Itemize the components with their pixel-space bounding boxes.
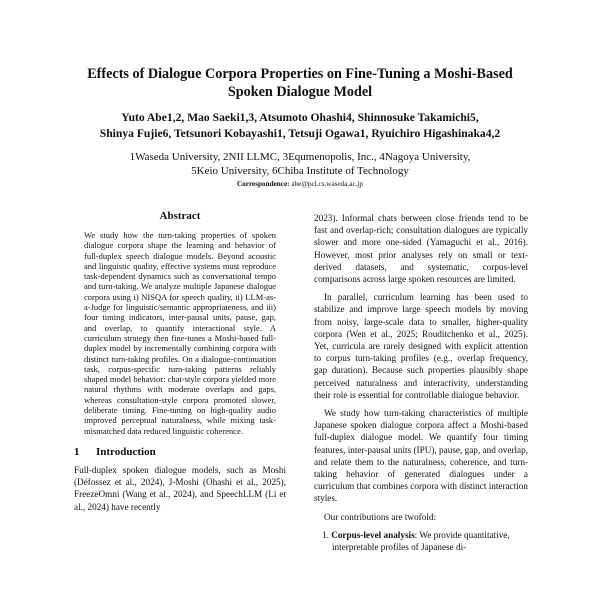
- contribution-item-1-title: Corpus-level analysis: [331, 529, 415, 540]
- right-column: [314, 212, 528, 553]
- title-line-2: Spoken Dialogue Model: [227, 84, 373, 100]
- paragraph-1: 2023). Informal chats between close friends tend to be fast and overlap-rich; consultation dialogues are typically slower and more one-sided (Yamaguchi et al., 2016). However, most prior analyses rely on small or text-derived datasets, and systematic, corpus-level comparisons across large spoken resources are limited.: [314, 213, 528, 285]
- correspondence-label: Correspondence:: [236, 180, 290, 188]
- affiliations-line-1: 1Waseda University, 2NII LLMC, 3Equmenopolis, Inc., 4Nagoya University,: [129, 151, 471, 163]
- authors-line-2: Shinya Fujie6, Tetsunori Kobayashi1, Tetsuji Ogawa1, Ryuichiro Higashinaka4,2: [99, 127, 501, 140]
- section-number: 1: [74, 445, 80, 458]
- contribution-item-1-text: : We provide quantitative, interpretable profiles of Japanese di-: [332, 529, 510, 553]
- section-title: Introduction: [96, 445, 156, 458]
- authors-line-1: Yuto Abe1,2, Mao Saeki1,3, Atsumoto Ohashi4, Shinnosuke Takamichi5,: [121, 111, 479, 124]
- title-line-1: Effects of Dialogue Corpora Properties on Fine-Tuning a Moshi-Based: [87, 66, 513, 82]
- introduction-heading: [74, 446, 286, 458]
- left-column: [74, 210, 286, 513]
- introduction-text: Full-duplex spoken dialogue models, such as Moshi (Défossez et al., 2024), J-Moshi (Ohashi et al., 2025), FreezeOmni (Wang et al., 2024), and SpeechLLM (Li et al., 2024) have recently: [74, 464, 286, 512]
- affiliations-line-2: 5Keio University, 6Chiba Institute of Technology: [191, 165, 409, 177]
- list-marker: 1.: [322, 529, 329, 540]
- correspondence: [40, 179, 560, 189]
- paragraph-3: We study how turn-taking characteristics of multiple Japanese spoken dialogue corpora affect a Moshi-based full-duplex dialogue model. We quantify four timing features, inter-pausal units (IPU), pause, gap, and overlap, and relate them to the naturalness, coherence, and turn-taking behavior of generated dialogues under a curriculum that combines corpora with distinct interaction styles.: [314, 408, 528, 504]
- contribution-item-1: [314, 529, 528, 553]
- paragraph-4: Our contributions are twofold:: [324, 511, 437, 522]
- paper-title: [40, 65, 560, 101]
- paragraph-2: In parallel, curriculum learning has been used to stabilize and improve large speech models by moving from noisy, large-scale data to smaller, higher-quality corpora (Wen et al., 2025; Rouditchenko et al., 2025). Yet, curricula are rarely designed with explicit attention to corpus turn-taking profiles (e.g., overlap frequency, gap duration). Because such properties plausibly shape perceived naturalness and interactivity, understanding their role is essential for controllable dialogue behavior.: [314, 292, 528, 400]
- correspondence-email[interactable]: abe@pcl.cs.waseda.ac.jp: [291, 180, 364, 188]
- abstract-heading: Abstract: [159, 210, 201, 222]
- affiliations: [40, 150, 560, 178]
- author-list: [40, 110, 560, 142]
- abstract-text: We study how the turn-taking properties of spoken dialogue corpora shape the learning and behavior of full-duplex speech dialogue models. Beyond acoustic and linguistic quality, effective systems must reproduce task-dependent dynamics such as conversational tempo and turn-taking. We analyze multiple Japanese dialogue corpora using i) NISQA for speech quality, ii) LLM-as-a-Judge for linguistic/semantic appropriateness, and iii) four timing indicators, inter-pausal units, pause, gap, and overlap, to quantify interactional style. A curriculum strategy then fine-tunes a Moshi-based full-duplex model by incrementally combining corpora with distinct turn-taking profiles. On a dialogue-continuation task, corpus-specific turn-taking patterns reliably shaped model behavior: chat-style corpora yielded more natural rhythms with moderate overlaps and gaps, whereas consultation-style corpora promoted slower, deliberate timing. Fine-tuning on high-quality audio improved perceptual naturalness, while mixing task-mismatched data reduced linguistic coherence.: [84, 230, 276, 436]
